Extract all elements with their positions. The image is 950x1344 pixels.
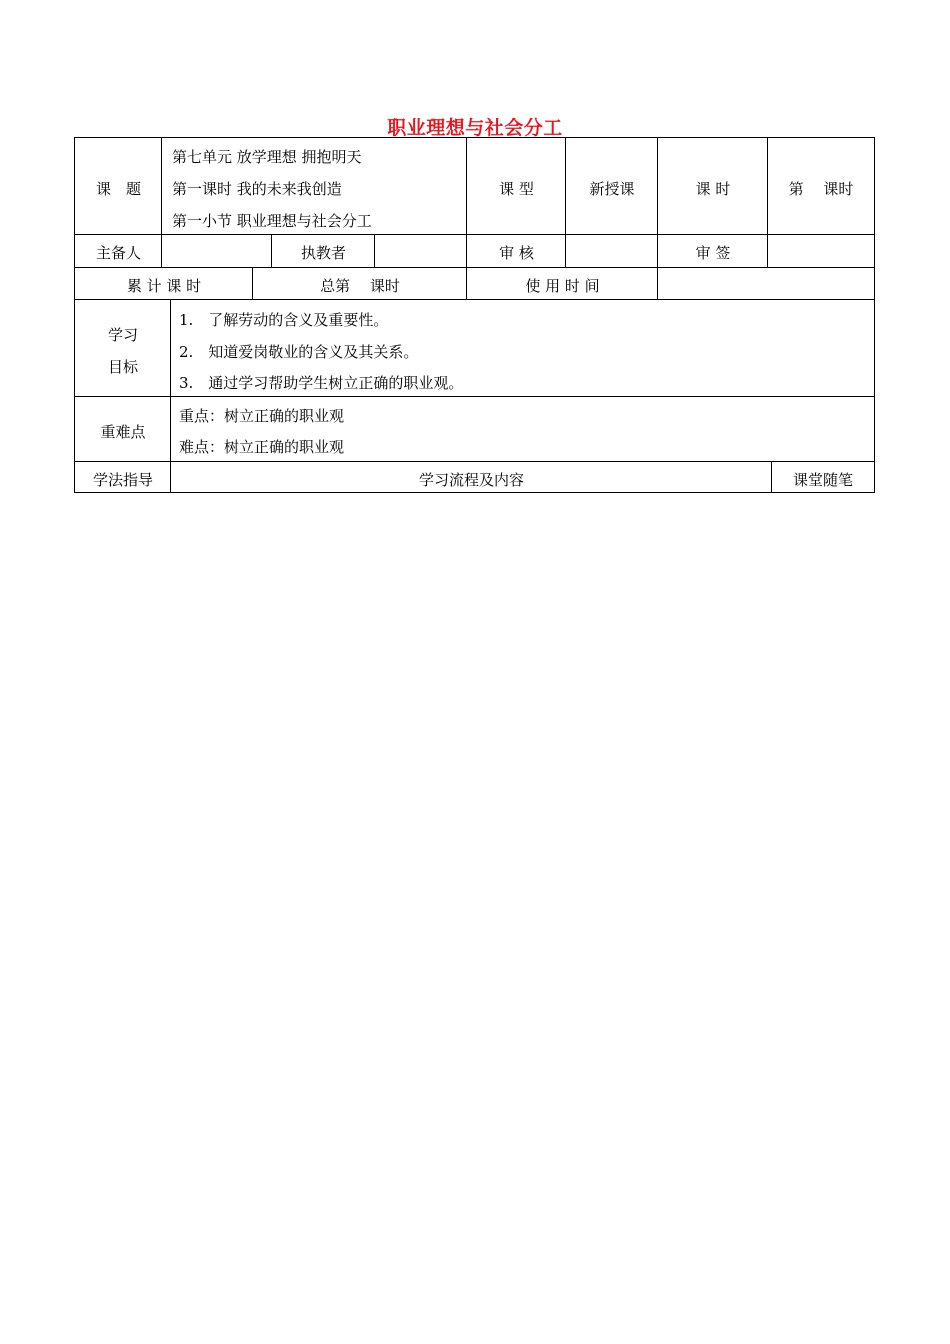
goals-label-1: 学习 <box>107 326 138 344</box>
cumulative-label: 累 计 课 时 <box>126 277 202 295</box>
method-label: 学法指导 <box>92 471 153 489</box>
key-points-label: 重难点 <box>100 423 146 441</box>
goal-item-1: 1. 了解劳动的含义及重要性。 <box>179 311 389 329</box>
notes-label: 课堂随笔 <box>792 471 853 489</box>
topic-line-unit: 第七单元 放学理想 拥抱明天 <box>172 148 362 166</box>
difficult-point: 难点：树立正确的职业观 <box>179 438 345 456</box>
period-value: 第 课时 <box>788 180 854 198</box>
topic-line-section: 第一小节 职业理想与社会分工 <box>172 212 372 230</box>
teacher-label: 执教者 <box>300 244 346 262</box>
key-point: 重点：树立正确的职业观 <box>179 407 345 425</box>
process-label: 学习流程及内容 <box>418 471 524 489</box>
sign-label: 审 签 <box>695 244 731 262</box>
period-label: 课 时 <box>695 180 731 198</box>
total-periods-label: 总第 课时 <box>320 277 400 295</box>
goal-item-2: 2. 知道爱岗敬业的含义及其关系。 <box>179 343 419 361</box>
type-label: 课 型 <box>499 180 534 198</box>
topic-line-lesson: 第一课时 我的未来我创造 <box>172 180 342 198</box>
topic-label: 课 题 <box>95 180 141 198</box>
preparer-label: 主备人 <box>95 244 141 262</box>
goals-label-2: 目标 <box>107 358 138 376</box>
use-time-label: 使 用 时 间 <box>525 277 600 295</box>
type-value: 新授课 <box>589 180 635 198</box>
page-title: 职业理想与社会分工 <box>387 117 563 139</box>
review-label: 审 核 <box>499 244 534 262</box>
goal-item-3: 3. 通过学习帮助学生树立正确的职业观。 <box>179 374 464 392</box>
